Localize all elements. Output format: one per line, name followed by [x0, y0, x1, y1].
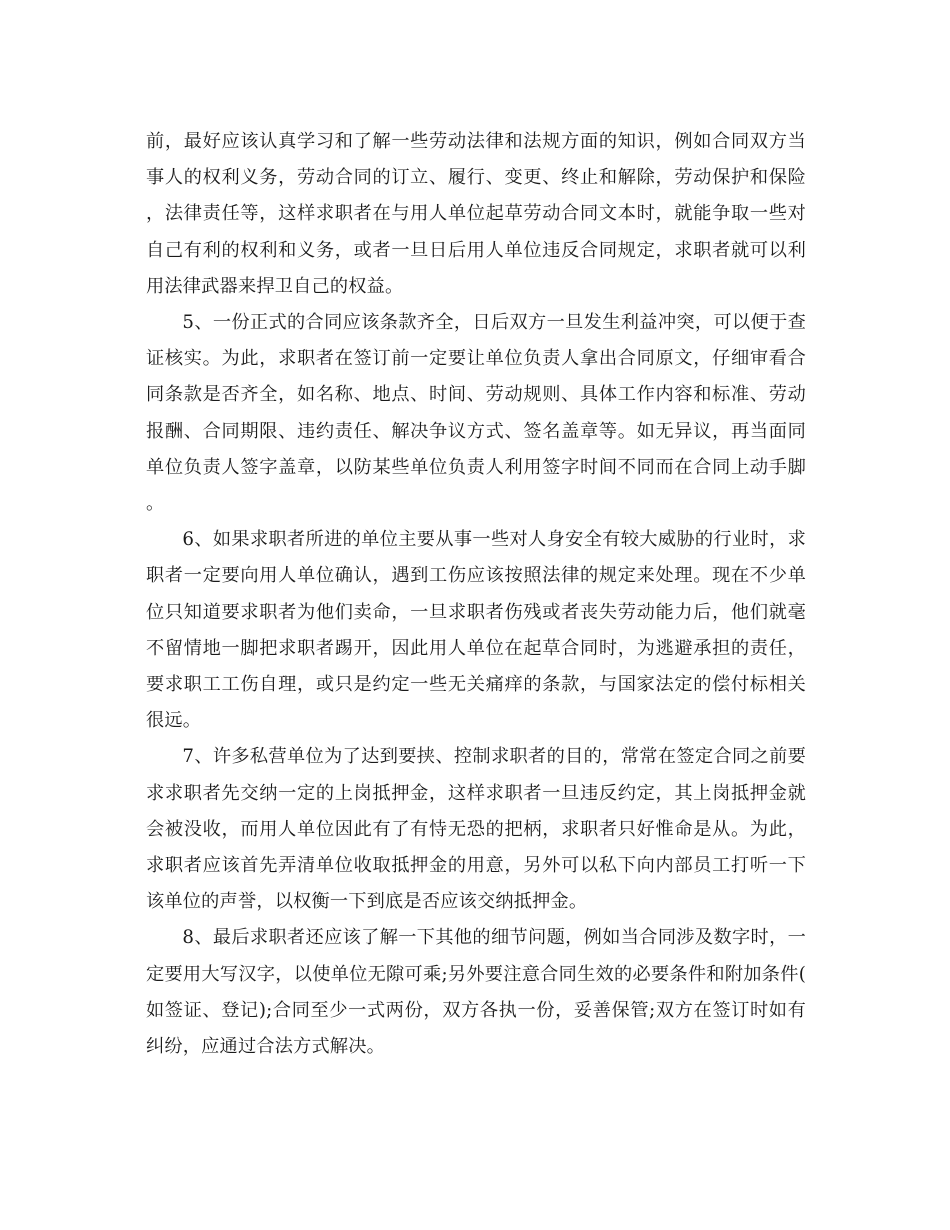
paragraph-item-8: 8、最后求职者还应该了解一下其他的细节问题，例如当合同涉及数字时，一定要用大写汉字，以使单位无隙可乘;另外要注意合同生效的必要条件和附加条件(如签证、登记);合同至少一式两份，双方各执一份，妥善保管;双方在签订时如有纠纷，应通过合法方式解决。	[146, 927, 806, 1058]
document-body	[146, 124, 806, 1065]
paragraph-item-6: 6、如果求职者所进的单位主要从事一些对人身安全有较大威胁的行业时，求职者一定要向用人单位确认，遇到工伤应该按照法律的规定来处理。现在不少单位只知道要求职者为他们卖命，一旦求职者伤残或者丧失劳动能力后，他们就毫不留情地一脚把求职者踢开，因此用人单位在起草合同时，为逃避承担的责任，要求职工工伤自理，或只是约定一些无关痛痒的条款，与国家法定的偿付标相关很远。	[146, 529, 806, 732]
paragraph-item-5: 5、一份正式的合同应该条款齐全，日后双方一旦发生利益冲突，可以便于查证核实。为此，求职者在签订前一定要让单位负责人拿出合同原文，仔细审看合同条款是否齐全，如名称、地点、时间、劳动规则、具体工作内容和标准、劳动报酬、合同期限、违约责任、解决争议方式、签名盖章等。如无异议，再当面同单位负责人签字盖章，以防某些单位负责人利用签字时间不同而在合同上动手脚。	[146, 312, 806, 515]
paragraph-continuation: 前，最好应该认真学习和了解一些劳动法律和法规方面的知识，例如合同双方当事人的权利义务，劳动合同的订立、履行、变更、终止和解除，劳动保护和保险，法律责任等，这样求职者在与用人单位起草劳动合同文本时，就能争取一些对自己有利的权利和义务，或者一旦日后用人单位违反合同规定，求职者就可以利用法律武器来捍卫自己的权益。	[146, 131, 806, 297]
paragraph-item-7: 7、许多私营单位为了达到要挟、控制求职者的目的，常常在签定合同之前要求求职者先交纳一定的上岗抵押金，这样求职者一旦违反约定，其上岗抵押金就会被没收，而用人单位因此有了有恃无恐的把柄，求职者只好惟命是从。为此，求职者应该首先弄清单位收取抵押金的用意，另外可以私下向内部员工打听一下该单位的声誉，以权衡一下到底是否应该交纳抵押金。	[146, 746, 806, 913]
